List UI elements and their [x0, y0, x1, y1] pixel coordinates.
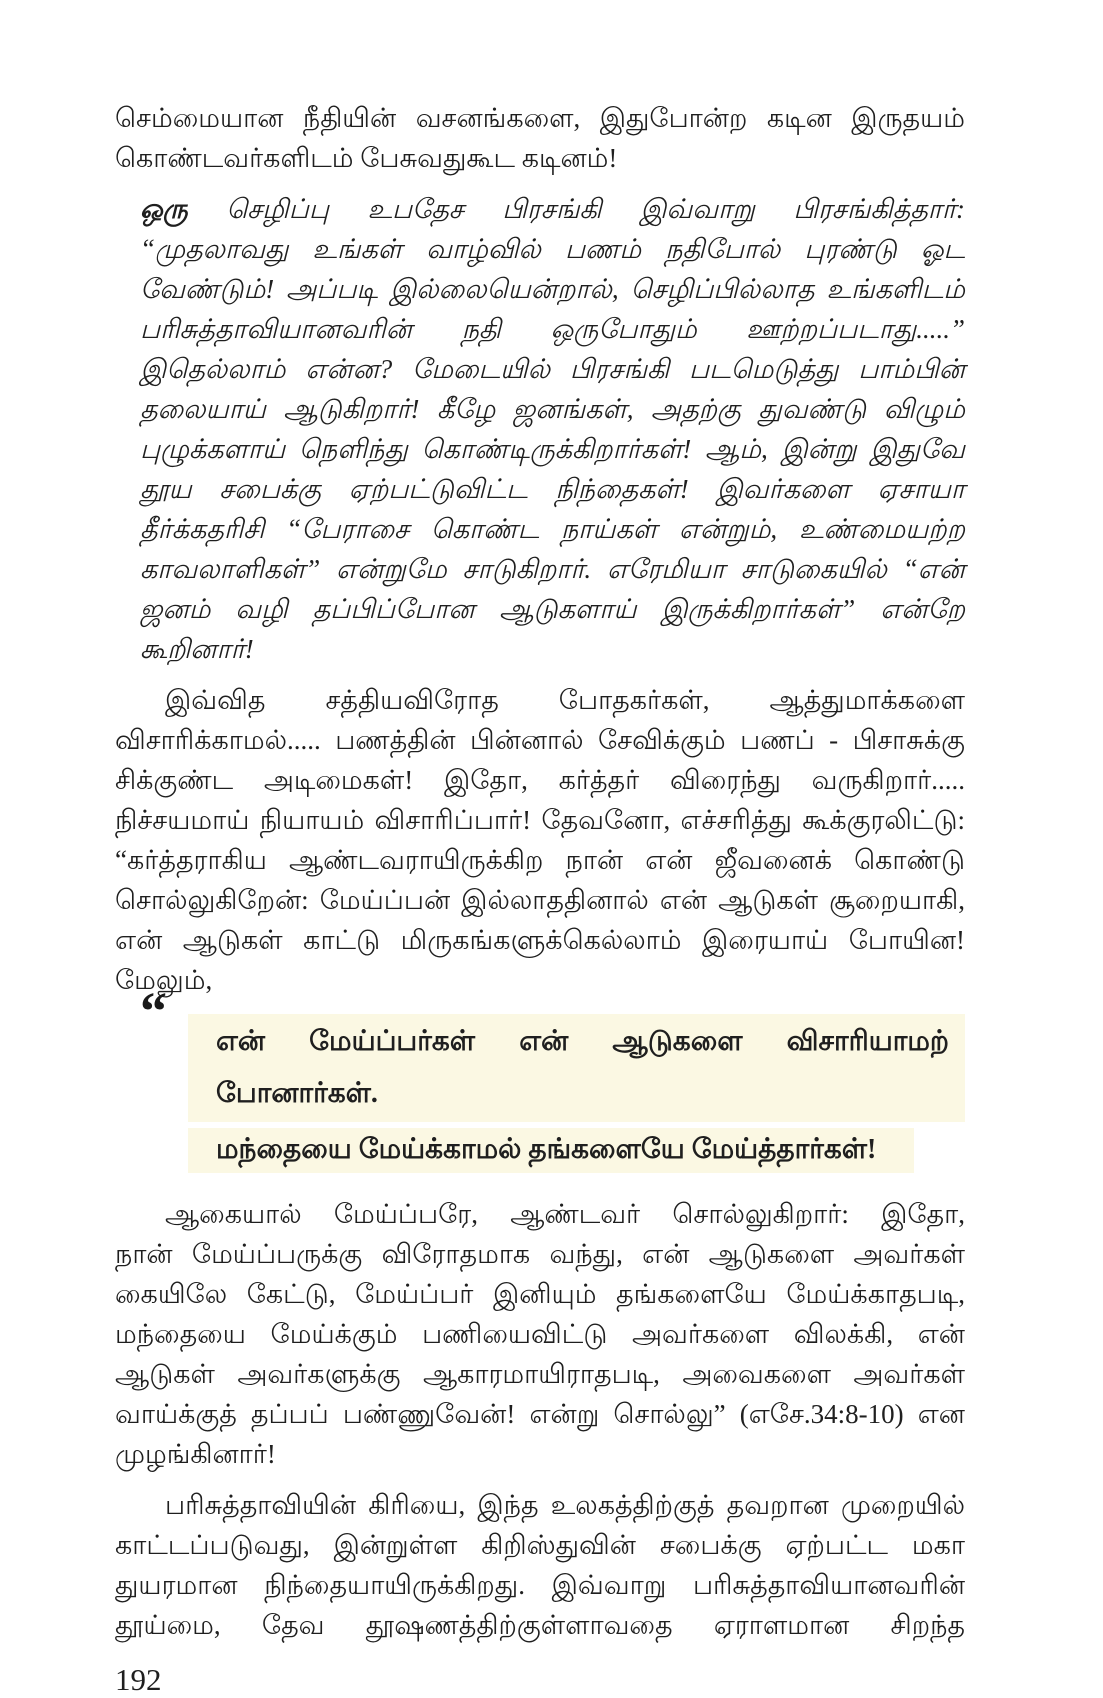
text-line: முழங்கினார்!: [115, 1439, 276, 1469]
text-line: சொல்லுகிறேன்: மேய்ப்பன் இல்லாததினால் என் ஆடுகள் சூறையாகி,: [115, 885, 965, 915]
text-line: விசாரிக்காமல்..... பணத்தின் பின்னால் சேவிக்கும் பணப் - பிசாசுக்கு: [115, 725, 965, 755]
text-line: தலையாய் ஆடுகிறார்! கீழே ஜனங்கள், அதற்கு துவண்டு விழும்: [140, 394, 965, 424]
text-line: ஆடுகள் அவர்களுக்கு ஆகாரமாயிராதபடி, அவைகளை அவர்கள்: [115, 1359, 965, 1389]
text-line: புழுக்களாய் நெளிந்து கொண்டிருக்கிறார்கள்! ஆம், இன்று இதுவே: [140, 434, 965, 464]
highlighted-text-line: [188, 1122, 965, 1178]
text-line: நிச்சயமாய் நியாயம் விசாரிப்பார்! தேவனோ, எச்சரித்து கூக்குரலிட்டு:: [115, 805, 965, 835]
text-line: மந்தையை மேய்க்கும் பணியைவிட்டு அவர்களை விலக்கி, என்: [115, 1319, 965, 1349]
text-line: “கர்த்தராகிய ஆண்டவராயிருக்கிற நான் என் ஜீவனைக் கொண்டு: [115, 845, 965, 875]
text-line: இவ்வித சத்தியவிரோத போதகர்கள், ஆத்துமாக்களை: [165, 685, 965, 715]
text-line: கொண்டவர்களிடம் பேசுவதுகூட கடினம்!: [115, 143, 618, 173]
text-line: தீர்க்கதரிசி “பேராசை கொண்ட நாய்கள் என்றும், உண்மையற்ற: [140, 514, 965, 544]
opening-quote-mark-icon: “: [140, 981, 167, 1041]
blockquote-preacher: [140, 189, 965, 669]
text-span: மந்தையை மேய்க்காமல் தங்களையே மேய்த்தார்கள்!: [188, 1128, 914, 1173]
text-line: தூய்மை, தேவ தூஷணத்திற்குள்ளாவதை ஏராளமான சிறந்த: [115, 1610, 965, 1640]
highlighted-text-line: என் மேய்ப்பர்கள் என் ஆடுகளை விசாரியாமற் போனார்கள்.: [188, 1014, 965, 1122]
text-line: [140, 189, 965, 229]
paragraph-intro: [115, 98, 965, 178]
text-line: கையிலே கேட்டு, மேய்ப்பர் இனியும் தங்களையே மேய்க்காதபடி,: [115, 1279, 965, 1309]
paragraph-false-teachers: [115, 680, 965, 1000]
text-line: துயரமான நிந்தையாயிருக்கிறது. இவ்வாறு பரிசுத்தாவியானவரின்: [115, 1570, 965, 1600]
lead-word: ஒரு: [140, 194, 188, 224]
text-line: கூறினார்!: [140, 634, 254, 664]
text-line: “முதலாவது உங்கள் வாழ்வில் பணம் நதிபோல் புரண்டு ஓட: [140, 234, 965, 264]
paragraph-ezekiel-quote: [115, 1194, 965, 1474]
text-line: செம்மையான நீதியின் வசனங்களை, இதுபோன்ற கடின இருதயம்: [115, 103, 965, 133]
text-line: மேலும்,: [115, 965, 213, 995]
text-line: ஜனம் வழி தப்பிப்போன ஆடுகளாய் இருக்கிறார்கள்” என்றே: [140, 594, 965, 624]
text-line: காவலாளிகள்” என்றுமே சாடுகிறார். எரேமியா சாடுகையில் “என்: [140, 554, 965, 584]
text-line: காட்டப்படுவது, இன்றுள்ள கிறிஸ்துவின் சபைக்கு ஏற்பட்ட மகா: [115, 1530, 965, 1560]
text-line: ஆகையால் மேய்ப்பரே, ஆண்டவர் சொல்லுகிறார்: இதோ,: [165, 1199, 965, 1229]
text-line: பரிசுத்தாவியின் கிரியை, இந்த உலகத்திற்குத் தவறான முறையில்: [165, 1490, 965, 1520]
text-line: நான் மேய்ப்பருக்கு விரோதமாக வந்து, என் ஆடுகளை அவர்கள்: [115, 1239, 965, 1269]
highlighted-verse: [140, 981, 965, 1178]
text-line: வேண்டும்! அப்படி இல்லையென்றால், செழிப்பில்லாத உங்களிடம்: [140, 274, 965, 304]
text-line: வாய்க்குத் தப்பப் பண்ணுவேன்! என்று சொல்லு” (எசே.34:8-10) என: [115, 1399, 965, 1429]
page-number: 192: [115, 1662, 162, 1697]
text-line: சிக்குண்ட அடிமைகள்! இதோ, கர்த்தர் விரைந்து வருகிறார்.....: [115, 765, 965, 795]
text-line: பரிசுத்தாவியானவரின் நதி ஒருபோதும் ஊற்றப்படாது.....”: [140, 314, 965, 344]
text-line: தூய சபைக்கு ஏற்பட்டுவிட்ட நிந்தைகள்! இவர்களை ஏசாயா: [140, 474, 965, 504]
paragraph-closing: [115, 1485, 965, 1645]
text-span: செழிப்பு உபதேச பிரசங்கி இவ்வாறு பிரசங்கித்தார்:: [226, 194, 965, 224]
text-line: இதெல்லாம் என்ன? மேடையில் பிரசங்கி படமெடுத்து பாம்பின்: [140, 354, 965, 384]
text-line: என் ஆடுகள் காட்டு மிருகங்களுக்கெல்லாம் இரையாய் போயின!: [115, 925, 965, 955]
